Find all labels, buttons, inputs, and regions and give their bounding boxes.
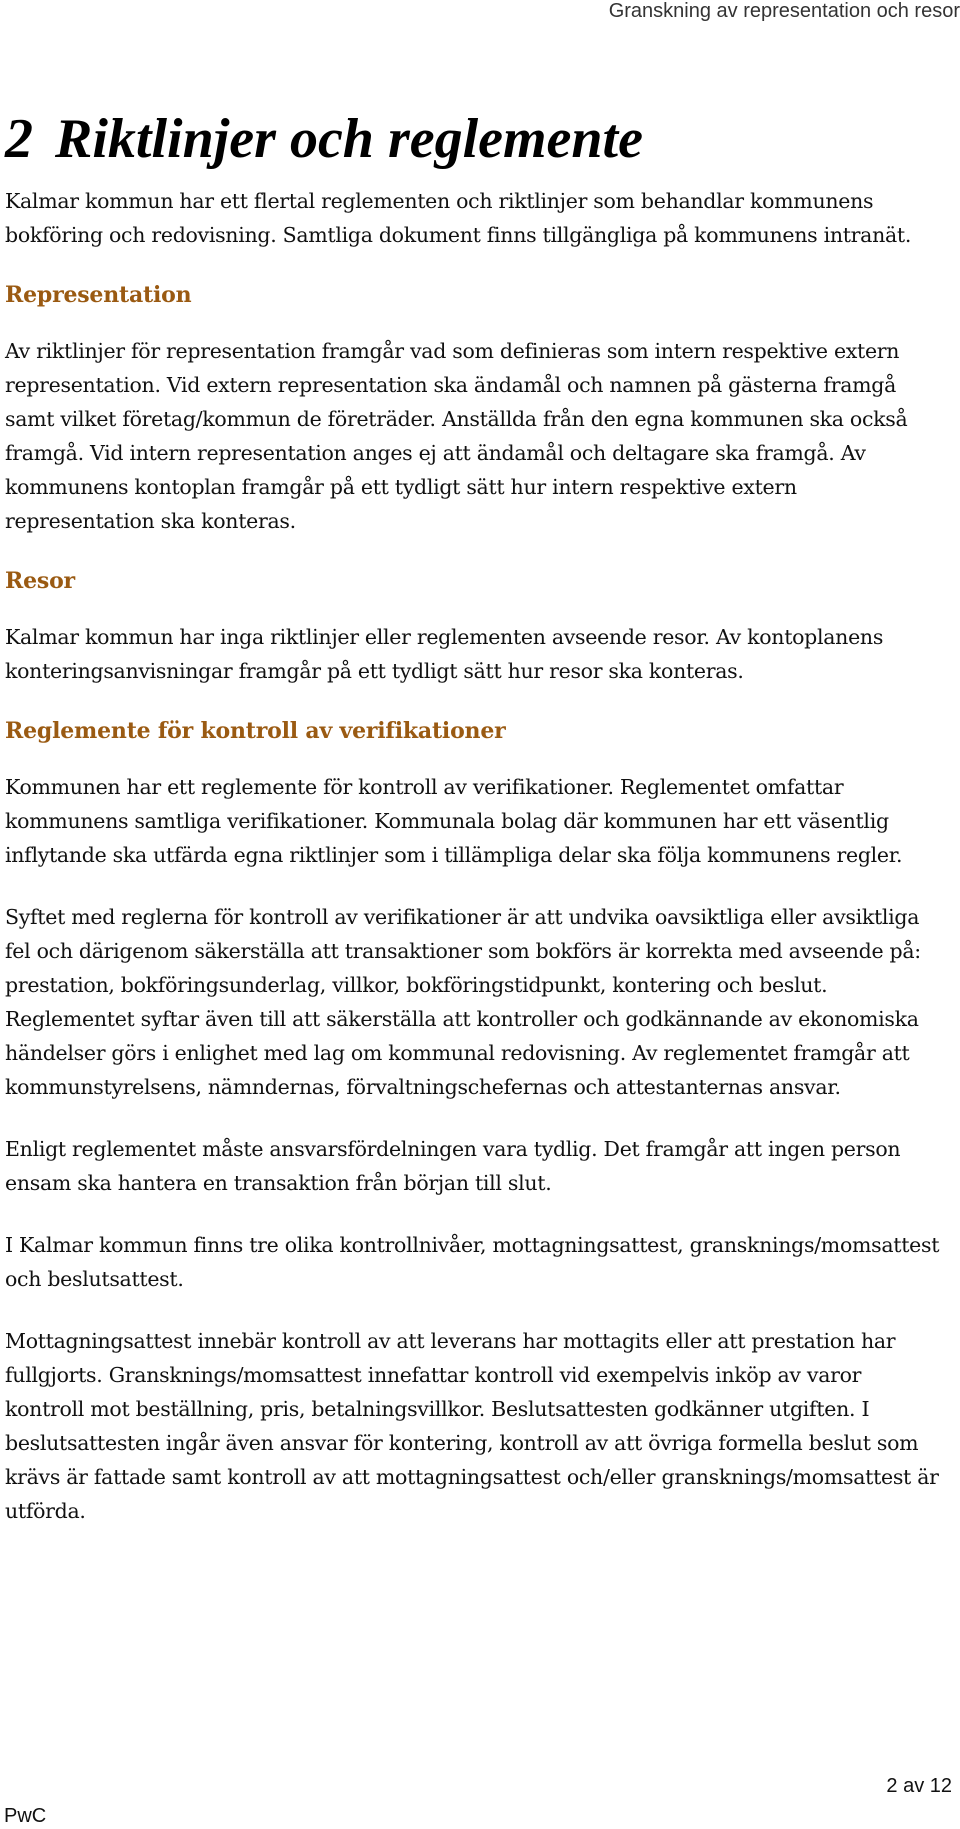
intro-paragraph: Kalmar kommun har ett flertal reglementen och riktlinjer som behandlar kommunens bokföring och redovisning. Samtliga dokument finns tillgängliga på kommunens intranät.: [5, 189, 912, 247]
paragraph-reglemente-5: Mottagningsattest innebär kontroll av att leverans har mottagits eller att prestation har fullgjorts. Gransknings/momsattest innefattar kontroll vid exempelvis inköp av varor kontroll mot beställning, pris, betalningsvillkor. Beslutsattesten godkänner utgiften. I beslutsattesten ingår även ansvar för kontering, kontroll av att övriga formella beslut som krävs är fattade samt kontroll av att mottagningsattest och/eller gransknings/momsattest är utförda.: [5, 1329, 939, 1523]
paragraph-reglemente-2: Syftet med reglerna för kontroll av verifikationer är att undvika oavsiktliga eller avsiktliga fel och därigenom säkerställa att transaktioner som bokförs är korrekta med avseende på: prestation, bokföringsunderlag, villkor, bokföringstidpunkt, kontering och beslut. Reglementet syftar även till att säkerställa att kontroller och godkännande av ekonomiska händelser görs i enlighet med lag om kommunal redovisning. Av reglementet framgår att kommunstyrelsens, nämndernas, förvaltningschefernas och attestanternas ansvar.: [5, 905, 921, 1099]
section-heading-reglemente: Reglemente för kontroll av verifikationer: [5, 718, 506, 744]
paragraph-reglemente-3: Enligt reglementet måste ansvarsfördelningen vara tydlig. Det framgår att ingen person ensam ska hantera en transaktion från början till slut.: [5, 1137, 901, 1195]
running-header: Granskning av representation och resor: [608, 0, 960, 22]
paragraph-reglemente-4: I Kalmar kommun finns tre olika kontrollnivåer, mottagningsattest, gransknings/momsattest och beslutsattest.: [5, 1233, 940, 1291]
chapter-number: 2: [5, 108, 33, 170]
chapter-title: [5, 108, 940, 170]
document-content: [5, 108, 940, 1556]
chapter-title-text: Riktlinjer och reglemente: [55, 108, 643, 170]
section-heading-resor: Resor: [5, 568, 75, 594]
paragraph-representation: Av riktlinjer för representation framgår vad som definieras som intern respektive extern representation. Vid extern representation ska ändamål och namnen på gästerna framgå samt vilket företag/kommun de företräder. Anställda från den egna kommunen ska också framgå. Vid intern representation anges ej att ändamål och deltagare ska framgå. Av kommunens kontoplan framgår på ett tydligt sätt hur intern respektive extern representation ska konteras.: [5, 339, 908, 533]
section-heading-representation: Representation: [5, 282, 192, 308]
paragraph-reglemente-1: Kommunen har ett reglemente för kontroll av verifikationer. Reglementet omfattar kommunens samtliga verifikationer. Kommunala bolag där kommunen har ett väsentlig inflytande ska utfärda egna riktlinjer som i tillämpliga delar ska följa kommunens regler.: [5, 775, 903, 867]
page-number: 2 av 12: [886, 1775, 952, 1797]
paragraph-resor: Kalmar kommun har inga riktlinjer eller reglementen avseende resor. Av kontoplanens konteringsanvisningar framgår på ett tydligt sätt hur resor ska konteras.: [5, 625, 884, 683]
footer-brand: PwC: [4, 1805, 47, 1827]
